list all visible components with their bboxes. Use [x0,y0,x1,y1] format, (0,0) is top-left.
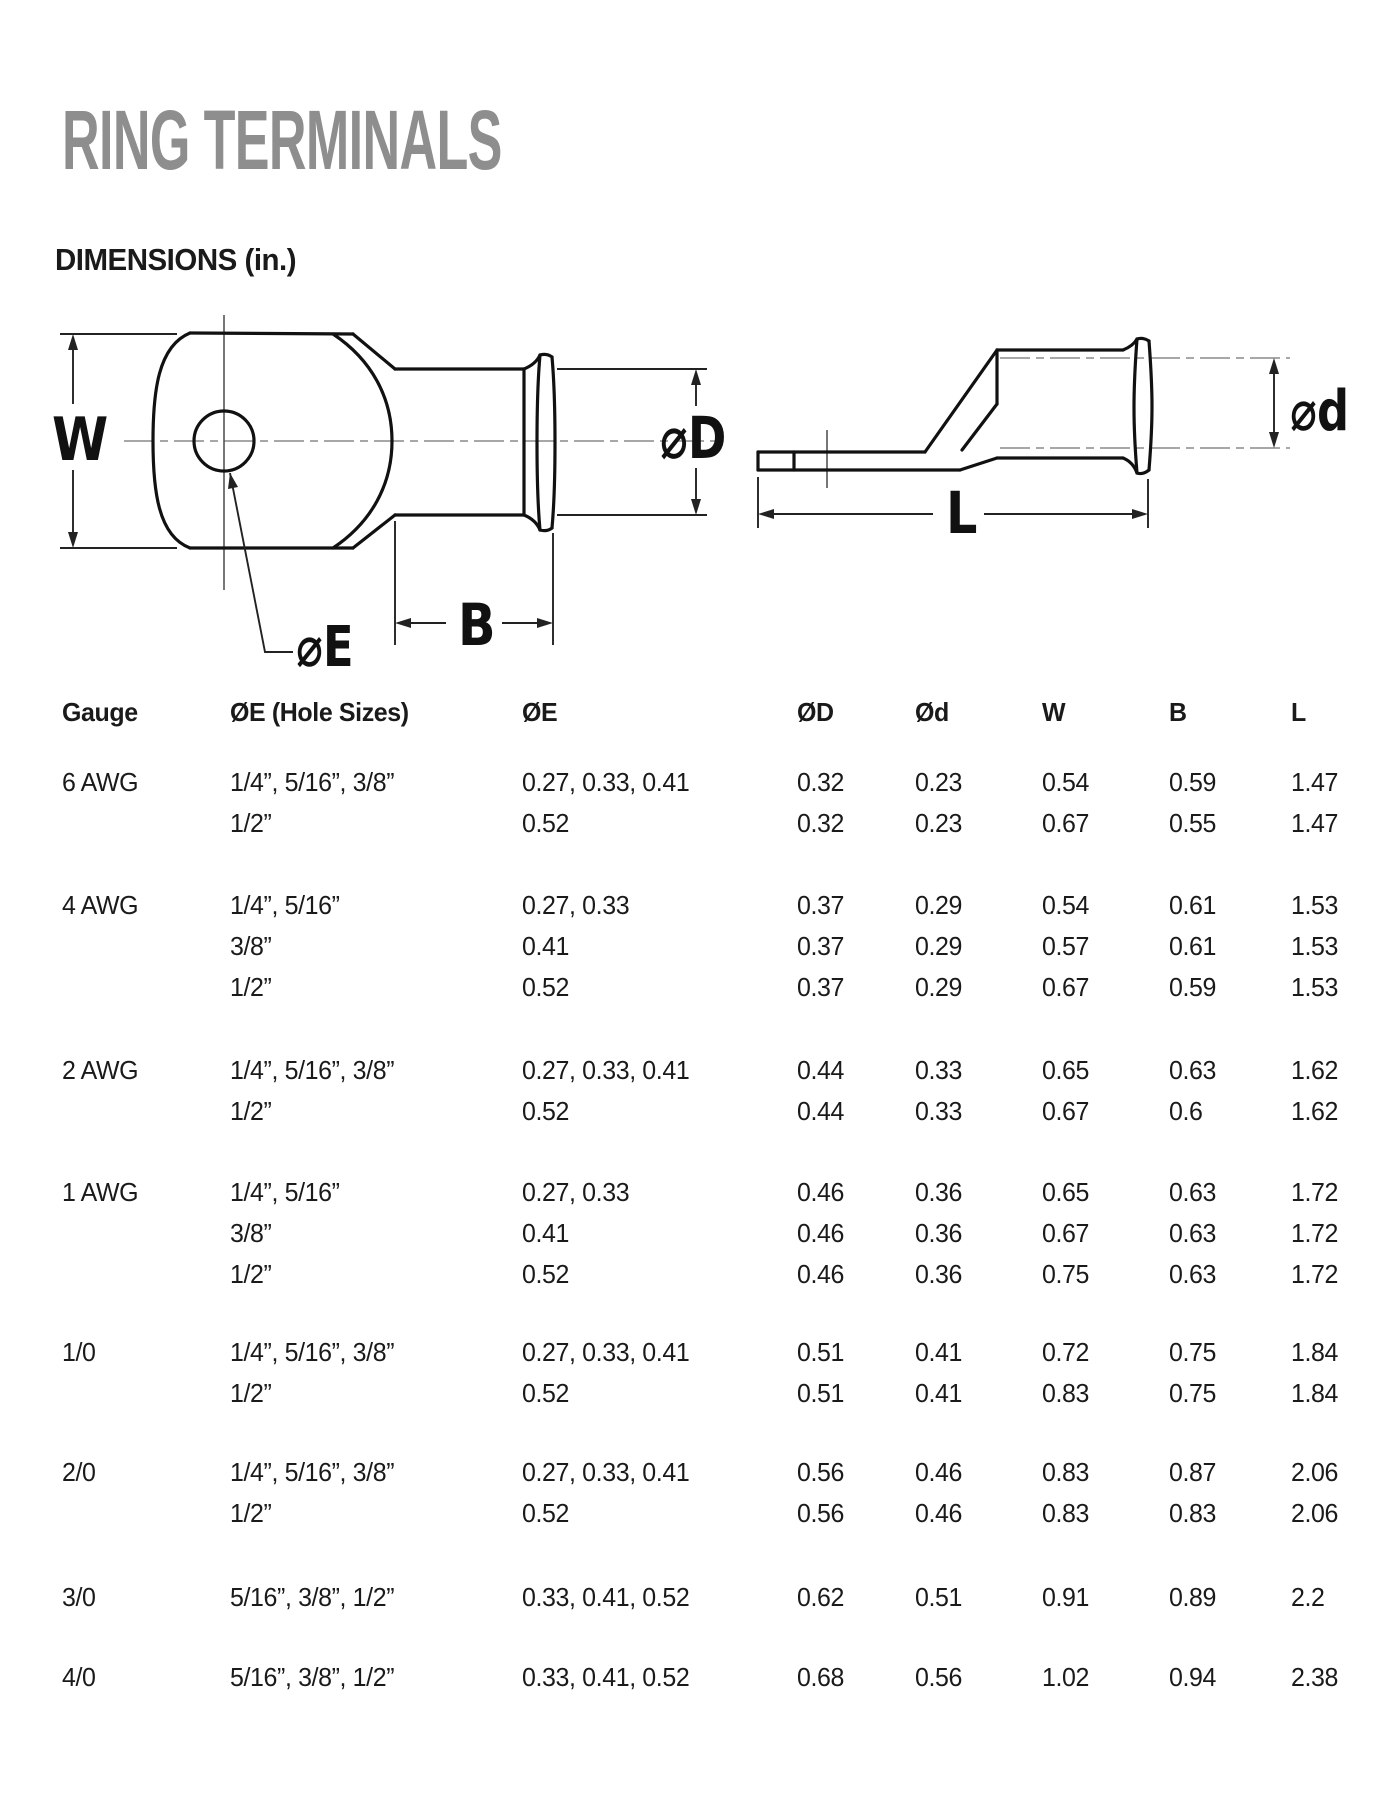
cell-b: 0.94 [1169,1662,1217,1692]
cell-l: 1.53 [1291,972,1339,1002]
cell-w: 0.67 [1042,1096,1090,1126]
cell-oe: 0.27, 0.33, 0.41 [522,1055,690,1085]
cell-gauge: 2 AWG [62,1055,139,1085]
cell-oe: 0.33, 0.41, 0.52 [522,1582,690,1612]
cell-w: 0.57 [1042,931,1090,961]
cell-gauge: 4 AWG [62,890,139,920]
cell-od-small: 0.36 [915,1177,963,1207]
cell-od-small: 0.51 [915,1582,963,1612]
cell-od: 0.56 [797,1498,845,1528]
cell-od-small: 0.29 [915,931,963,961]
cell-od: 0.44 [797,1055,845,1085]
cell-l: 1.84 [1291,1337,1339,1367]
column-header-5: W [1042,697,1066,727]
cell-od: 0.44 [797,1096,845,1126]
cell-od: 0.46 [797,1218,845,1248]
cell-gauge: 1/0 [62,1337,96,1367]
cell-w: 0.72 [1042,1337,1090,1367]
cell-w: 0.67 [1042,972,1090,1002]
cell-od-small: 0.33 [915,1096,963,1126]
cell-hole-sizes: 1/4”, 5/16”, 3/8” [230,767,395,797]
cell-hole-sizes: 1/2” [230,1259,272,1289]
column-header-4: Ød [915,697,949,727]
cell-oe: 0.52 [522,1259,570,1289]
cell-l: 1.53 [1291,931,1339,961]
cell-hole-sizes: 1/2” [230,1498,272,1528]
cell-b: 0.63 [1169,1055,1217,1085]
cell-hole-sizes: 1/4”, 5/16”, 3/8” [230,1457,395,1487]
page-title: RING TERMINALS [62,93,502,187]
cell-w: 0.67 [1042,1218,1090,1248]
cell-oe: 0.41 [522,1218,570,1248]
cell-od: 0.46 [797,1259,845,1289]
cell-l: 1.84 [1291,1378,1339,1408]
cell-l: 1.72 [1291,1177,1339,1207]
cell-l: 2.2 [1291,1582,1325,1612]
cell-oe: 0.27, 0.33, 0.41 [522,1337,690,1367]
cell-od-small: 0.56 [915,1662,963,1692]
column-header-1: ØE (Hole Sizes) [230,697,409,727]
cell-oe: 0.52 [522,1378,570,1408]
cell-od: 0.37 [797,972,845,1002]
cell-gauge: 4/0 [62,1662,96,1692]
cell-od-small: 0.29 [915,890,963,920]
label-od-small: ⌀d [1290,378,1350,444]
cell-b: 0.87 [1169,1457,1217,1487]
cell-l: 1.62 [1291,1096,1339,1126]
cell-w: 0.75 [1042,1259,1090,1289]
cell-oe: 0.27, 0.33 [522,1177,630,1207]
cell-l: 1.53 [1291,890,1339,920]
cell-b: 0.59 [1169,972,1217,1002]
cell-od-small: 0.46 [915,1498,963,1528]
cell-l: 1.72 [1291,1259,1339,1289]
cell-od: 0.37 [797,890,845,920]
cell-od: 0.32 [797,808,845,838]
cell-l: 2.06 [1291,1457,1339,1487]
cell-od: 0.68 [797,1662,845,1692]
label-b: B [458,591,496,660]
cell-gauge: 3/0 [62,1582,96,1612]
cell-od: 0.46 [797,1177,845,1207]
cell-w: 0.54 [1042,767,1090,797]
cell-l: 2.06 [1291,1498,1339,1528]
column-header-6: B [1169,697,1187,727]
cell-gauge: 1 AWG [62,1177,139,1207]
cell-w: 0.91 [1042,1582,1090,1612]
cell-oe: 0.41 [522,931,570,961]
cell-l: 1.47 [1291,808,1339,838]
label-l: L [946,479,978,548]
cell-od-small: 0.36 [915,1259,963,1289]
label-od: ⌀D [660,404,727,473]
cell-od: 0.62 [797,1582,845,1612]
cell-od-small: 0.41 [915,1337,963,1367]
cell-oe: 0.52 [522,1498,570,1528]
cell-b: 0.61 [1169,931,1217,961]
cell-oe: 0.52 [522,1096,570,1126]
label-oe: ⌀E [296,614,354,680]
column-header-2: ØE [522,697,558,727]
cell-w: 0.54 [1042,890,1090,920]
cell-b: 0.63 [1169,1259,1217,1289]
cell-b: 0.55 [1169,808,1217,838]
cell-od: 0.56 [797,1457,845,1487]
column-header-0: Gauge [62,697,138,727]
cell-hole-sizes: 1/2” [230,1096,272,1126]
cell-w: 0.67 [1042,808,1090,838]
cell-b: 0.83 [1169,1498,1217,1528]
cell-od-small: 0.33 [915,1055,963,1085]
cell-hole-sizes: 5/16”, 3/8”, 1/2” [230,1662,395,1692]
cell-hole-sizes: 3/8” [230,931,272,961]
cell-b: 0.6 [1169,1096,1203,1126]
column-header-3: ØD [797,697,834,727]
cell-oe: 0.52 [522,808,570,838]
cell-w: 0.83 [1042,1378,1090,1408]
cell-oe: 0.27, 0.33, 0.41 [522,767,690,797]
cell-od: 0.51 [797,1337,845,1367]
cell-w: 0.83 [1042,1498,1090,1528]
cell-hole-sizes: 1/2” [230,972,272,1002]
cell-od-small: 0.23 [915,808,963,838]
cell-od: 0.32 [797,767,845,797]
cell-hole-sizes: 1/2” [230,808,272,838]
cell-l: 1.62 [1291,1055,1339,1085]
cell-hole-sizes: 1/4”, 5/16”, 3/8” [230,1337,395,1367]
cell-hole-sizes: 1/4”, 5/16” [230,1177,340,1207]
cell-w: 0.83 [1042,1457,1090,1487]
label-w: W [52,405,109,476]
cell-b: 0.59 [1169,767,1217,797]
cell-w: 0.65 [1042,1055,1090,1085]
cell-od-small: 0.41 [915,1378,963,1408]
cell-hole-sizes: 1/4”, 5/16” [230,890,340,920]
cell-hole-sizes: 1/4”, 5/16”, 3/8” [230,1055,395,1085]
cell-hole-sizes: 1/2” [230,1378,272,1408]
cell-l: 1.47 [1291,767,1339,797]
cell-od-small: 0.46 [915,1457,963,1487]
cell-gauge: 6 AWG [62,767,139,797]
cell-w: 0.65 [1042,1177,1090,1207]
cell-b: 0.63 [1169,1177,1217,1207]
cell-b: 0.75 [1169,1337,1217,1367]
cell-oe: 0.27, 0.33, 0.41 [522,1457,690,1487]
cell-b: 0.61 [1169,890,1217,920]
cell-gauge: 2/0 [62,1457,96,1487]
cell-l: 2.38 [1291,1662,1339,1692]
cell-od-small: 0.29 [915,972,963,1002]
cell-b: 0.89 [1169,1582,1217,1612]
column-header-7: L [1291,697,1306,727]
cell-hole-sizes: 5/16”, 3/8”, 1/2” [230,1582,395,1612]
cell-oe: 0.52 [522,972,570,1002]
cell-od: 0.51 [797,1378,845,1408]
cell-l: 1.72 [1291,1218,1339,1248]
cell-oe: 0.33, 0.41, 0.52 [522,1662,690,1692]
cell-b: 0.63 [1169,1218,1217,1248]
cell-w: 1.02 [1042,1662,1090,1692]
section-heading: DIMENSIONS (in.) [55,242,297,277]
cell-oe: 0.27, 0.33 [522,890,630,920]
cell-od-small: 0.23 [915,767,963,797]
cell-b: 0.75 [1169,1378,1217,1408]
cell-hole-sizes: 3/8” [230,1218,272,1248]
cell-od: 0.37 [797,931,845,961]
cell-od-small: 0.36 [915,1218,963,1248]
